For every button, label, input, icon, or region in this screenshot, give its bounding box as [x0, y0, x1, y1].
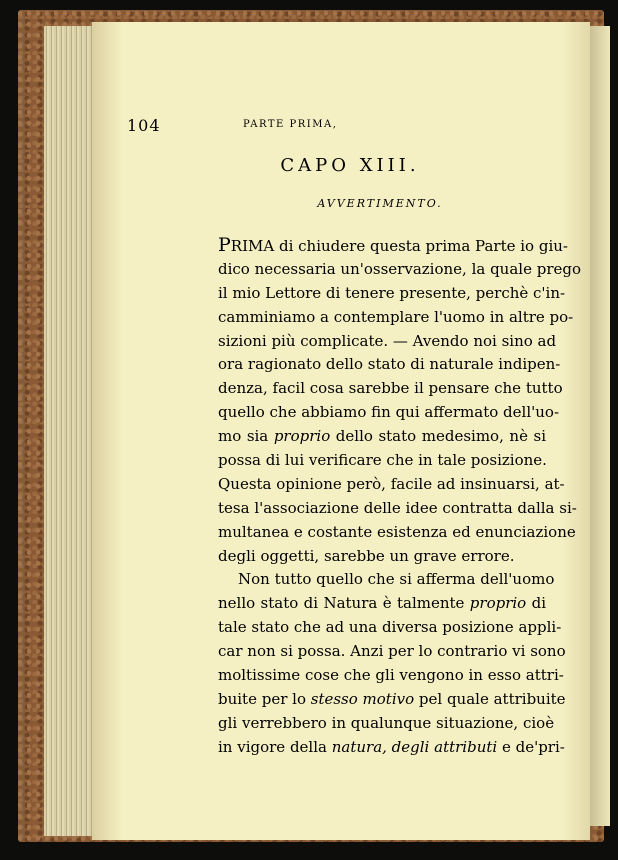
text-line: camminiamo a contemplare l'uomo in altre po- — [218, 307, 574, 326]
line-text: mo sia — [218, 427, 274, 446]
text-line — [218, 234, 568, 258]
right-page-edge — [590, 26, 610, 826]
text-line: quello che abbiamo fin qui affermato dell'uo- — [218, 403, 560, 422]
line-text: di — [526, 594, 546, 613]
italic-text: proprio — [469, 594, 527, 613]
text-line — [218, 592, 546, 616]
text-line: Non tutto quello che si afferma dell'uomo — [238, 570, 555, 589]
body-text — [218, 234, 582, 760]
text-line: il mio Lettore di tenere presente, perchè c'in- — [218, 283, 566, 302]
line-text: in vigore della — [218, 737, 332, 756]
text-line: gli verrebbero in qualunque situazione, cioè — [218, 713, 555, 732]
line-text: e de'pri- — [497, 737, 565, 756]
text-line: Questa opinione però, facile ad insinuarsi, at- — [218, 474, 565, 493]
text-line: tale stato che ad una diversa posizione appli- — [218, 618, 562, 637]
text-line: dico necessaria un'osservazione, la quale prego — [218, 259, 582, 278]
text-line — [218, 425, 546, 449]
italic-text: stesso motivo — [310, 689, 415, 708]
line-text: buite per lo — [218, 689, 311, 708]
line-text: di chiudere questa prima Parte io giu- — [274, 237, 568, 255]
page-number: 104 — [127, 116, 161, 135]
text-line: degli oggetti, sarebbe un grave errore. — [218, 546, 515, 565]
small-caps-word: RIMA — [230, 237, 275, 255]
text-line: ora ragionato dello stato di naturale indipen- — [218, 355, 561, 374]
text-line: sizioni più complicate. — Avendo noi sino ad — [218, 331, 557, 350]
text-line: car non si possa. Anzi per lo contrario vi sono — [218, 642, 566, 661]
italic-text: proprio — [273, 427, 331, 446]
text-line: multanea e costante esistenza ed enunciazione — [218, 522, 576, 541]
running-head: PARTE PRIMA, — [243, 119, 338, 130]
text-line — [218, 688, 566, 712]
italic-text: natura, degli attributi — [331, 737, 498, 756]
text-line: possa di lui verificare che in tale posizione. — [218, 451, 547, 470]
text-line: tesa l'associazione delle idee contratta dalla si- — [218, 498, 577, 517]
text-line: moltissime cose che gli vengono in esso attri- — [218, 666, 564, 685]
text-line — [218, 736, 565, 760]
line-text: nello stato di Natura è talmente — [218, 594, 470, 613]
text-line: denza, facil cosa sarebbe il pensare che tutto — [218, 379, 563, 398]
drop-cap: P — [218, 234, 231, 256]
chapter-title: CAPO XIII. — [280, 155, 420, 176]
section-title: AVVERTIMENTO. — [317, 197, 443, 210]
page-header — [127, 116, 447, 136]
line-text: dello stato medesimo, nè si — [330, 427, 546, 446]
line-text: pel quale attribuite — [414, 689, 566, 708]
